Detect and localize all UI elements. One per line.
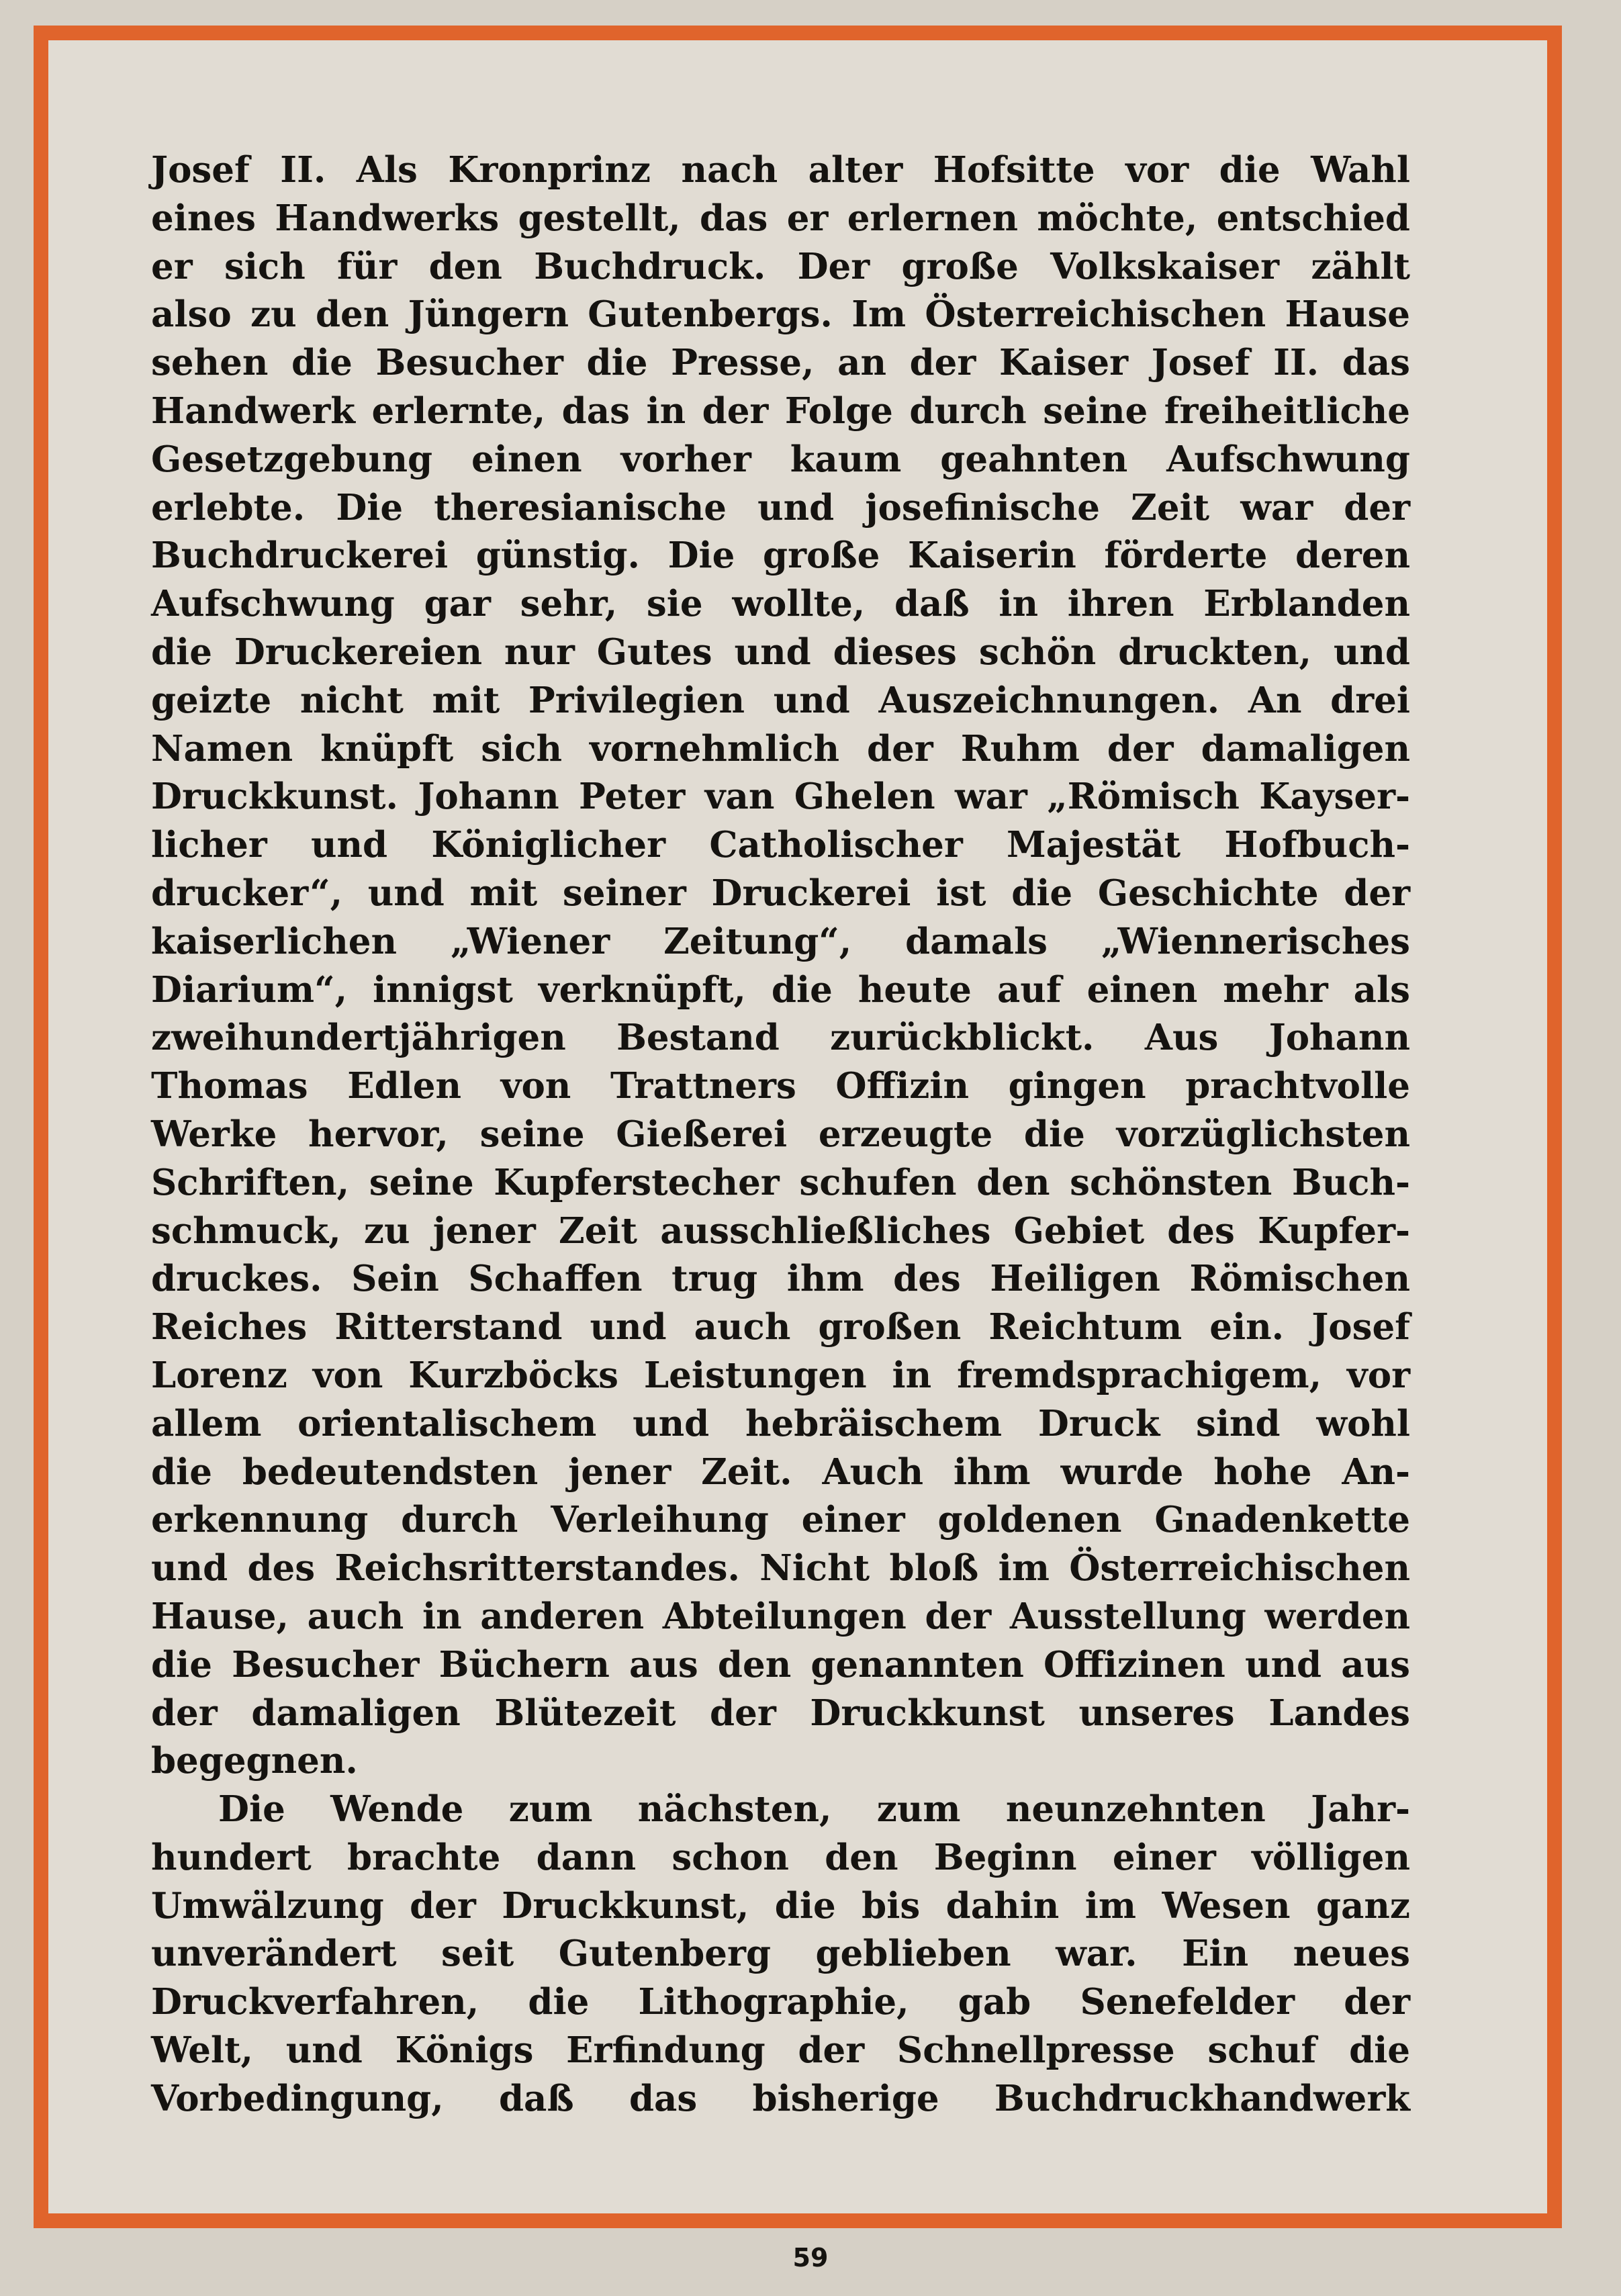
text-line: eines Handwerks gestellt, das er erlernen möchte, entschied: [151, 197, 1410, 239]
text-line: hundert brachte dann schon den Beginn einer völligen: [151, 1836, 1410, 1878]
page-number: 59: [792, 2243, 829, 2272]
text-line: erlebte. Die theresianische und josefinische Zeit war der: [151, 486, 1410, 529]
text-line: Druckkunst. Johann Peter van Ghelen war „Römisch Kayser-: [151, 776, 1410, 818]
text-line: Werke hervor, seine Gießerei erzeugte die vorzüglichsten: [151, 1113, 1410, 1155]
text-line: Druckverfahren, die Lithographie, gab Senefelder der: [151, 1981, 1410, 2023]
text-line: zweihundertjährigen Bestand zurückblickt. Aus Johann: [151, 1017, 1410, 1059]
text-line: die Druckereien nur Gutes und dieses schön druckten, und: [151, 631, 1410, 673]
text-line: er sich für den Buchdruck. Der große Volkskaiser zählt: [151, 245, 1410, 287]
text-line: Namen knüpft sich vornehmlich der Ruhm der damaligen: [151, 727, 1410, 770]
text-line: Reiches Ritterstand und auch großen Reichtum ein. Josef: [151, 1306, 1410, 1348]
text-line: Die Wende zum nächsten, zum neunzehnten Jahr-: [218, 1788, 1410, 1831]
text-line: und des Reichsritterstandes. Nicht bloß im Österreichischen: [151, 1547, 1410, 1590]
text-line: Umwälzung der Druckkunst, die bis dahin im Wesen ganz: [151, 1884, 1410, 1927]
text-line: sehen die Besucher die Presse, an der Kaiser Josef II. das: [151, 342, 1410, 384]
text-line: unverändert seit Gutenberg geblieben war. Ein neues: [151, 1933, 1410, 1975]
text-line: allem orientalischem und hebräischem Druck sind wohl: [151, 1402, 1410, 1444]
text-line: Diarium“, innigst verknüpft, die heute auf einen mehr als: [151, 968, 1410, 1011]
text-line: begegnen.: [151, 1740, 358, 1782]
text-line: druckes. Sein Schaffen trug ihm des Heiligen Römischen: [151, 1258, 1410, 1300]
text-line: Welt, und Königs Erfindung der Schnellpresse schuf die: [151, 2029, 1410, 2072]
text-line: die Besucher Büchern aus den genannten Offizinen und aus: [151, 1643, 1410, 1686]
text-line: Josef II. Als Kronprinz nach alter Hofsitte vor die Wahl: [151, 149, 1410, 191]
text-line: kaiserlichen „Wiener Zeitung“, damals „Wiennerisches: [151, 920, 1410, 962]
text-line: Buchdruckerei günstig. Die große Kaiserin förderte deren: [151, 535, 1410, 577]
text-line: Schriften, seine Kupferstecher schufen den schönsten Buch-: [151, 1161, 1410, 1203]
text-line: licher und Königlicher Catholischer Majestät Hofbuch-: [151, 824, 1410, 866]
text-line: der damaligen Blütezeit der Druckkunst unseres Landes: [151, 1692, 1410, 1734]
text-line: Thomas Edlen von Trattners Offizin gingen prachtvolle: [151, 1065, 1410, 1107]
text-line: die bedeutendsten jener Zeit. Auch ihm wurde hohe An-: [151, 1451, 1410, 1493]
text-line: also zu den Jüngern Gutenbergs. Im Österreichischen Hause: [151, 293, 1410, 336]
text-line: Handwerk erlernte, das in der Folge durch seine freiheitliche: [151, 389, 1410, 432]
text-line: schmuck, zu jener Zeit ausschließliches Gebiet des Kupfer-: [151, 1209, 1410, 1252]
text-line: erkennung durch Verleihung einer goldenen Gnadenkette: [151, 1499, 1410, 1541]
text-line: geizte nicht mit Privilegien und Auszeichnungen. An drei: [151, 679, 1410, 721]
text-line: Lorenz von Kurzböcks Leistungen in fremdsprachigem, vor: [151, 1354, 1410, 1396]
body-text: [151, 146, 1410, 2123]
text-line: Hause, auch in anderen Abteilungen der Ausstellung werden: [151, 1595, 1410, 1637]
text-line: drucker“, und mit seiner Druckerei ist die Geschichte der: [151, 872, 1410, 914]
text-line: Aufschwung gar sehr, sie wollte, daß in ihren Erblanden: [151, 583, 1410, 625]
text-line: Vorbedingung, daß das bisherige Buchdruckhandwerk: [151, 2077, 1410, 2119]
text-line: Gesetzgebung einen vorher kaum geahnten Aufschwung: [151, 438, 1410, 480]
